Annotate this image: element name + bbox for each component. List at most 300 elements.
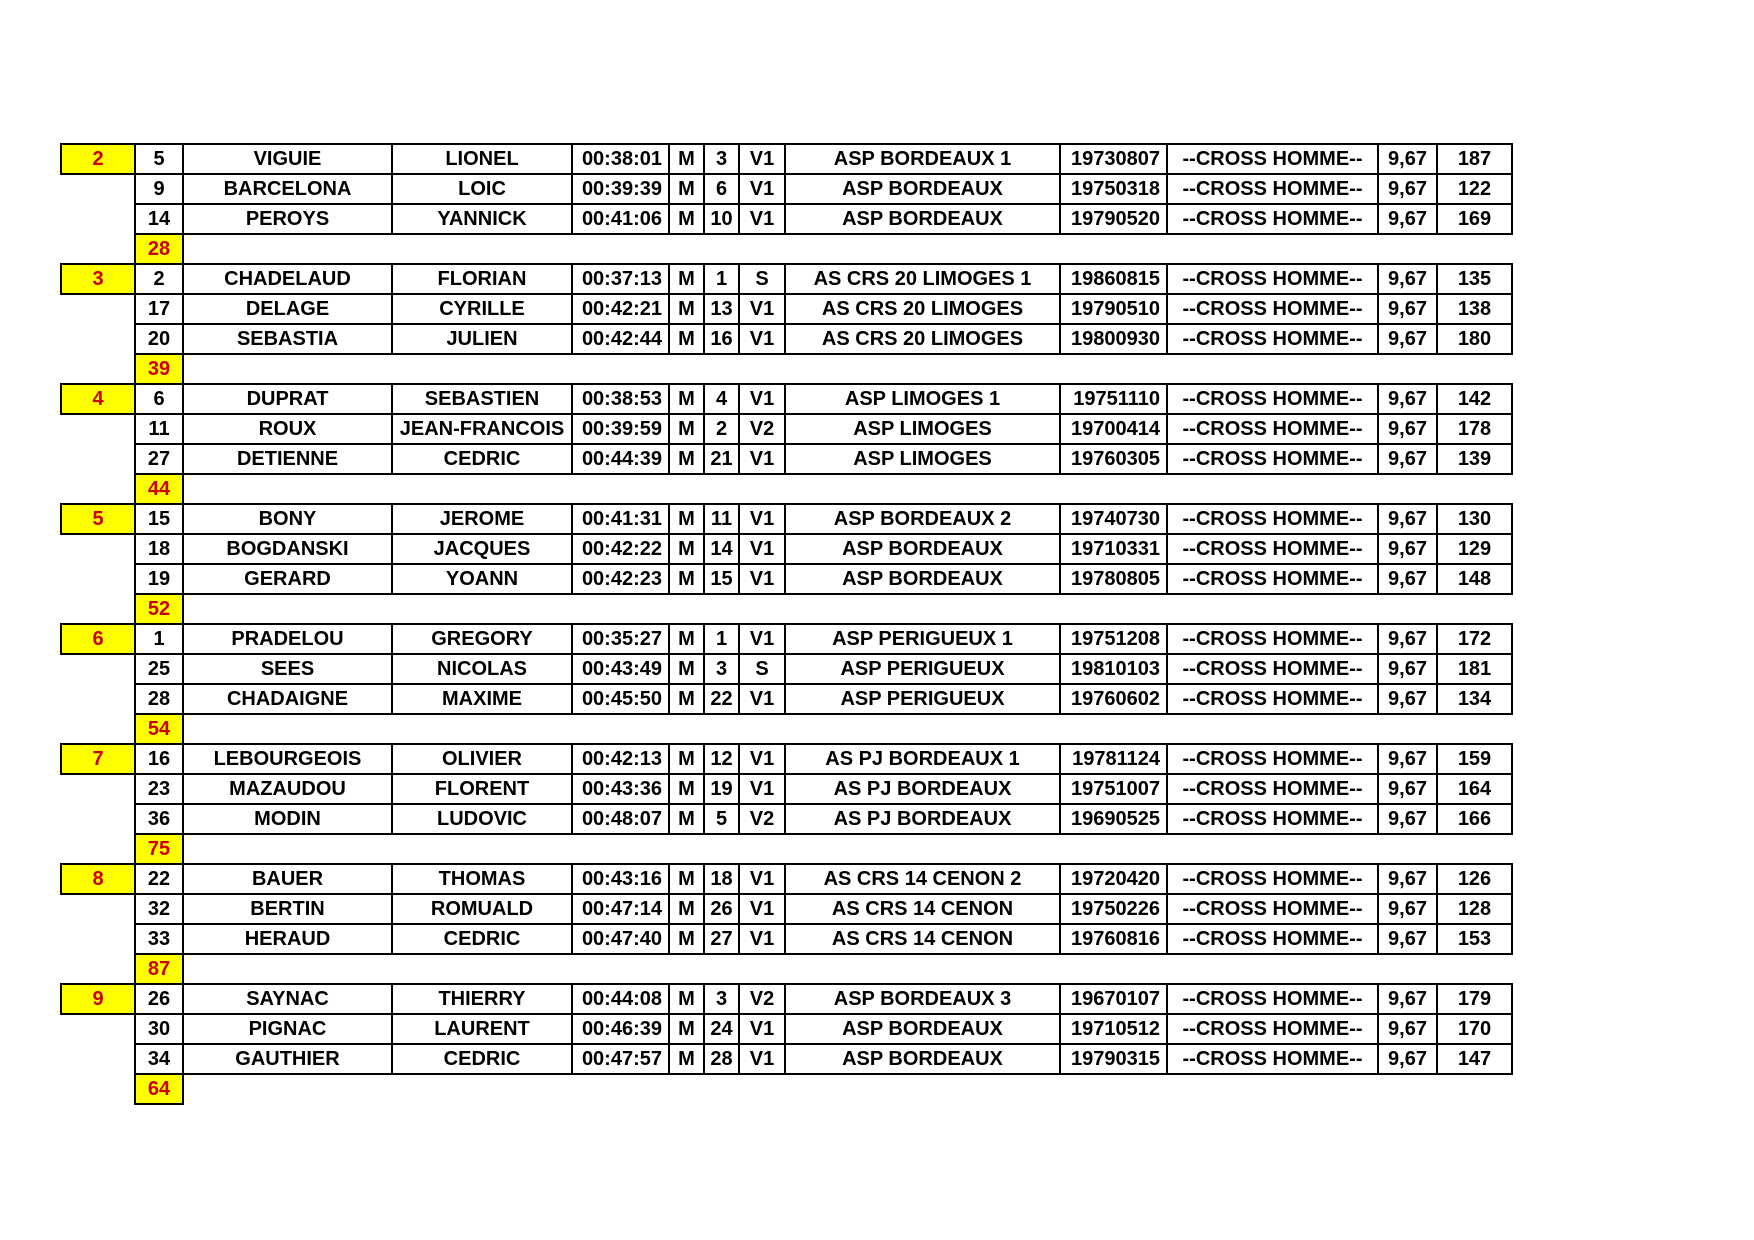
- club-cell: ASP BORDEAUX: [785, 1044, 1060, 1074]
- first-name-cell: JACQUES: [392, 534, 572, 564]
- sex-cell: M: [669, 864, 704, 894]
- distance-cell: 9,67: [1378, 774, 1437, 804]
- first-name-cell: CEDRIC: [392, 1044, 572, 1074]
- time-cell: 00:44:39: [572, 444, 669, 474]
- sex-cell: M: [669, 984, 704, 1014]
- last-name-cell: BARCELONA: [183, 174, 392, 204]
- rank-spacer: [61, 924, 135, 954]
- sex-cell: M: [669, 804, 704, 834]
- birth-date-cell: 19751208: [1060, 624, 1167, 654]
- sex-cell: M: [669, 264, 704, 294]
- club-cell: ASP BORDEAUX: [785, 534, 1060, 564]
- first-name-cell: YOANN: [392, 564, 572, 594]
- category-rank-cell: 12: [704, 744, 739, 774]
- birth-date-cell: 19710331: [1060, 534, 1167, 564]
- total-spacer: [61, 474, 135, 504]
- category-cell: V2: [739, 984, 785, 1014]
- club-cell: ASP LIMOGES 1: [785, 384, 1060, 414]
- sex-cell: M: [669, 624, 704, 654]
- bib-cell: 28: [135, 684, 183, 714]
- club-cell: AS PJ BORDEAUX: [785, 774, 1060, 804]
- race-cell: --CROSS HOMME--: [1167, 894, 1378, 924]
- team-rank: 8: [61, 864, 135, 894]
- distance-cell: 9,67: [1378, 384, 1437, 414]
- number-cell: 126: [1437, 864, 1512, 894]
- time-cell: 00:46:39: [572, 1014, 669, 1044]
- first-name-cell: LIONEL: [392, 144, 572, 174]
- distance-cell: 9,67: [1378, 504, 1437, 534]
- first-name-cell: FLORENT: [392, 774, 572, 804]
- table-row: [61, 864, 1512, 894]
- race-cell: --CROSS HOMME--: [1167, 174, 1378, 204]
- first-name-cell: CEDRIC: [392, 444, 572, 474]
- club-cell: AS CRS 14 CENON: [785, 924, 1060, 954]
- time-cell: 00:41:31: [572, 504, 669, 534]
- first-name-cell: NICOLAS: [392, 654, 572, 684]
- club-cell: AS CRS 20 LIMOGES: [785, 294, 1060, 324]
- last-name-cell: HERAUD: [183, 924, 392, 954]
- time-cell: 00:38:53: [572, 384, 669, 414]
- number-cell: 128: [1437, 894, 1512, 924]
- race-cell: --CROSS HOMME--: [1167, 924, 1378, 954]
- time-cell: 00:44:08: [572, 984, 669, 1014]
- team-rank: 6: [61, 624, 135, 654]
- table-row: [61, 204, 1512, 234]
- distance-cell: 9,67: [1378, 204, 1437, 234]
- first-name-cell: LOIC: [392, 174, 572, 204]
- last-name-cell: BOGDANSKI: [183, 534, 392, 564]
- table-row: [61, 924, 1512, 954]
- rank-spacer: [61, 654, 135, 684]
- team-separator: [183, 474, 1512, 504]
- first-name-cell: JEAN-FRANCOIS: [392, 414, 572, 444]
- category-rank-cell: 1: [704, 264, 739, 294]
- number-cell: 122: [1437, 174, 1512, 204]
- birth-date-cell: 19790510: [1060, 294, 1167, 324]
- number-cell: 187: [1437, 144, 1512, 174]
- club-cell: AS CRS 20 LIMOGES: [785, 324, 1060, 354]
- last-name-cell: CHADAIGNE: [183, 684, 392, 714]
- category-cell: S: [739, 264, 785, 294]
- number-cell: 178: [1437, 414, 1512, 444]
- table-row: [61, 294, 1512, 324]
- category-cell: V1: [739, 1014, 785, 1044]
- race-cell: --CROSS HOMME--: [1167, 144, 1378, 174]
- team-total-row: [61, 354, 1512, 384]
- team-total-points: 64: [135, 1074, 183, 1104]
- bib-cell: 23: [135, 774, 183, 804]
- sex-cell: M: [669, 294, 704, 324]
- distance-cell: 9,67: [1378, 864, 1437, 894]
- time-cell: 00:38:01: [572, 144, 669, 174]
- race-cell: --CROSS HOMME--: [1167, 744, 1378, 774]
- number-cell: 135: [1437, 264, 1512, 294]
- category-rank-cell: 16: [704, 324, 739, 354]
- race-cell: --CROSS HOMME--: [1167, 504, 1378, 534]
- time-cell: 00:43:36: [572, 774, 669, 804]
- category-rank-cell: 2: [704, 414, 739, 444]
- distance-cell: 9,67: [1378, 654, 1437, 684]
- race-cell: --CROSS HOMME--: [1167, 564, 1378, 594]
- first-name-cell: LAURENT: [392, 1014, 572, 1044]
- last-name-cell: DELAGE: [183, 294, 392, 324]
- team-rank: 3: [61, 264, 135, 294]
- rank-spacer: [61, 564, 135, 594]
- category-rank-cell: 13: [704, 294, 739, 324]
- bib-cell: 32: [135, 894, 183, 924]
- team-separator: [183, 1074, 1512, 1104]
- distance-cell: 9,67: [1378, 1044, 1437, 1074]
- race-cell: --CROSS HOMME--: [1167, 384, 1378, 414]
- distance-cell: 9,67: [1378, 624, 1437, 654]
- first-name-cell: CYRILLE: [392, 294, 572, 324]
- team-rank: 5: [61, 504, 135, 534]
- birth-date-cell: 19690525: [1060, 804, 1167, 834]
- club-cell: ASP BORDEAUX: [785, 564, 1060, 594]
- birth-date-cell: 19760816: [1060, 924, 1167, 954]
- birth-date-cell: 19790520: [1060, 204, 1167, 234]
- number-cell: 170: [1437, 1014, 1512, 1044]
- total-spacer: [61, 714, 135, 744]
- category-cell: V1: [739, 444, 785, 474]
- category-rank-cell: 27: [704, 924, 739, 954]
- rank-spacer: [61, 444, 135, 474]
- time-cell: 00:45:50: [572, 684, 669, 714]
- sex-cell: M: [669, 144, 704, 174]
- category-rank-cell: 21: [704, 444, 739, 474]
- table-row: [61, 444, 1512, 474]
- team-total-row: [61, 474, 1512, 504]
- rank-spacer: [61, 174, 135, 204]
- distance-cell: 9,67: [1378, 984, 1437, 1014]
- first-name-cell: CEDRIC: [392, 924, 572, 954]
- table-row: [61, 774, 1512, 804]
- last-name-cell: SEBASTIA: [183, 324, 392, 354]
- team-total-row: [61, 234, 1512, 264]
- category-rank-cell: 24: [704, 1014, 739, 1044]
- sex-cell: M: [669, 654, 704, 684]
- team-total-points: 39: [135, 354, 183, 384]
- sex-cell: M: [669, 384, 704, 414]
- category-cell: V1: [739, 924, 785, 954]
- rank-spacer: [61, 684, 135, 714]
- sex-cell: M: [669, 894, 704, 924]
- team-total-points: 75: [135, 834, 183, 864]
- results-body: [61, 144, 1512, 1104]
- category-rank-cell: 11: [704, 504, 739, 534]
- rank-spacer: [61, 324, 135, 354]
- distance-cell: 9,67: [1378, 804, 1437, 834]
- category-cell: V1: [739, 534, 785, 564]
- race-cell: --CROSS HOMME--: [1167, 654, 1378, 684]
- distance-cell: 9,67: [1378, 294, 1437, 324]
- distance-cell: 9,67: [1378, 894, 1437, 924]
- total-spacer: [61, 354, 135, 384]
- last-name-cell: DETIENNE: [183, 444, 392, 474]
- bib-cell: 11: [135, 414, 183, 444]
- category-rank-cell: 3: [704, 654, 739, 684]
- team-total-row: [61, 954, 1512, 984]
- bib-cell: 18: [135, 534, 183, 564]
- birth-date-cell: 19740730: [1060, 504, 1167, 534]
- sex-cell: M: [669, 414, 704, 444]
- sex-cell: M: [669, 684, 704, 714]
- birth-date-cell: 19751110: [1060, 384, 1167, 414]
- last-name-cell: CHADELAUD: [183, 264, 392, 294]
- number-cell: 147: [1437, 1044, 1512, 1074]
- category-rank-cell: 18: [704, 864, 739, 894]
- club-cell: ASP LIMOGES: [785, 444, 1060, 474]
- rank-spacer: [61, 294, 135, 324]
- table-row: [61, 624, 1512, 654]
- sex-cell: M: [669, 774, 704, 804]
- birth-date-cell: 19760305: [1060, 444, 1167, 474]
- category-rank-cell: 15: [704, 564, 739, 594]
- bib-cell: 15: [135, 504, 183, 534]
- category-rank-cell: 6: [704, 174, 739, 204]
- club-cell: AS CRS 14 CENON 2: [785, 864, 1060, 894]
- team-separator: [183, 594, 1512, 624]
- table-row: [61, 1044, 1512, 1074]
- first-name-cell: YANNICK: [392, 204, 572, 234]
- last-name-cell: GAUTHIER: [183, 1044, 392, 1074]
- bib-cell: 1: [135, 624, 183, 654]
- club-cell: AS CRS 14 CENON: [785, 894, 1060, 924]
- table-row: [61, 144, 1512, 174]
- distance-cell: 9,67: [1378, 414, 1437, 444]
- distance-cell: 9,67: [1378, 264, 1437, 294]
- rank-spacer: [61, 534, 135, 564]
- rank-spacer: [61, 774, 135, 804]
- number-cell: 172: [1437, 624, 1512, 654]
- last-name-cell: BONY: [183, 504, 392, 534]
- sex-cell: M: [669, 204, 704, 234]
- table-row: [61, 1014, 1512, 1044]
- distance-cell: 9,67: [1378, 924, 1437, 954]
- club-cell: ASP PERIGUEUX: [785, 684, 1060, 714]
- time-cell: 00:42:44: [572, 324, 669, 354]
- table-row: [61, 564, 1512, 594]
- rank-spacer: [61, 204, 135, 234]
- race-cell: --CROSS HOMME--: [1167, 1044, 1378, 1074]
- category-cell: V1: [739, 564, 785, 594]
- distance-cell: 9,67: [1378, 324, 1437, 354]
- sex-cell: M: [669, 324, 704, 354]
- time-cell: 00:37:13: [572, 264, 669, 294]
- table-row: [61, 264, 1512, 294]
- club-cell: ASP PERIGUEUX: [785, 654, 1060, 684]
- table-row: [61, 414, 1512, 444]
- distance-cell: 9,67: [1378, 174, 1437, 204]
- time-cell: 00:42:13: [572, 744, 669, 774]
- distance-cell: 9,67: [1378, 534, 1437, 564]
- team-total-points: 54: [135, 714, 183, 744]
- distance-cell: 9,67: [1378, 564, 1437, 594]
- race-cell: --CROSS HOMME--: [1167, 864, 1378, 894]
- number-cell: 181: [1437, 654, 1512, 684]
- distance-cell: 9,67: [1378, 1014, 1437, 1044]
- birth-date-cell: 19751007: [1060, 774, 1167, 804]
- team-separator: [183, 954, 1512, 984]
- category-rank-cell: 19: [704, 774, 739, 804]
- race-cell: --CROSS HOMME--: [1167, 204, 1378, 234]
- last-name-cell: PRADELOU: [183, 624, 392, 654]
- time-cell: 00:48:07: [572, 804, 669, 834]
- category-cell: V1: [739, 204, 785, 234]
- race-cell: --CROSS HOMME--: [1167, 444, 1378, 474]
- category-rank-cell: 10: [704, 204, 739, 234]
- bib-cell: 27: [135, 444, 183, 474]
- time-cell: 00:47:40: [572, 924, 669, 954]
- sex-cell: M: [669, 564, 704, 594]
- bib-cell: 30: [135, 1014, 183, 1044]
- last-name-cell: DUPRAT: [183, 384, 392, 414]
- rank-spacer: [61, 1044, 135, 1074]
- rank-spacer: [61, 414, 135, 444]
- last-name-cell: SEES: [183, 654, 392, 684]
- number-cell: 148: [1437, 564, 1512, 594]
- team-separator: [183, 234, 1512, 264]
- bib-cell: 6: [135, 384, 183, 414]
- category-cell: V1: [739, 384, 785, 414]
- bib-cell: 25: [135, 654, 183, 684]
- number-cell: 159: [1437, 744, 1512, 774]
- total-spacer: [61, 1074, 135, 1104]
- table-row: [61, 684, 1512, 714]
- time-cell: 00:43:49: [572, 654, 669, 684]
- team-total-points: 44: [135, 474, 183, 504]
- distance-cell: 9,67: [1378, 744, 1437, 774]
- category-rank-cell: 4: [704, 384, 739, 414]
- category-rank-cell: 22: [704, 684, 739, 714]
- last-name-cell: SAYNAC: [183, 984, 392, 1014]
- race-cell: --CROSS HOMME--: [1167, 804, 1378, 834]
- time-cell: 00:47:14: [572, 894, 669, 924]
- last-name-cell: ROUX: [183, 414, 392, 444]
- team-separator: [183, 354, 1512, 384]
- first-name-cell: THIERRY: [392, 984, 572, 1014]
- bib-cell: 26: [135, 984, 183, 1014]
- race-cell: --CROSS HOMME--: [1167, 534, 1378, 564]
- rank-spacer: [61, 1014, 135, 1044]
- sex-cell: M: [669, 444, 704, 474]
- team-total-row: [61, 1074, 1512, 1104]
- bib-cell: 36: [135, 804, 183, 834]
- number-cell: 139: [1437, 444, 1512, 474]
- club-cell: AS CRS 20 LIMOGES 1: [785, 264, 1060, 294]
- team-rank: 2: [61, 144, 135, 174]
- bib-cell: 5: [135, 144, 183, 174]
- team-results-table: [60, 143, 1513, 1105]
- rank-spacer: [61, 804, 135, 834]
- category-cell: V1: [739, 294, 785, 324]
- table-row: [61, 654, 1512, 684]
- birth-date-cell: 19810103: [1060, 654, 1167, 684]
- bib-cell: 34: [135, 1044, 183, 1074]
- sex-cell: M: [669, 174, 704, 204]
- team-total-points: 87: [135, 954, 183, 984]
- time-cell: 00:35:27: [572, 624, 669, 654]
- birth-date-cell: 19781124: [1060, 744, 1167, 774]
- club-cell: ASP BORDEAUX 2: [785, 504, 1060, 534]
- table-row: [61, 534, 1512, 564]
- birth-date-cell: 19860815: [1060, 264, 1167, 294]
- club-cell: ASP BORDEAUX 1: [785, 144, 1060, 174]
- number-cell: 169: [1437, 204, 1512, 234]
- category-cell: V2: [739, 804, 785, 834]
- time-cell: 00:42:21: [572, 294, 669, 324]
- last-name-cell: MODIN: [183, 804, 392, 834]
- rank-spacer: [61, 894, 135, 924]
- last-name-cell: MAZAUDOU: [183, 774, 392, 804]
- last-name-cell: VIGUIE: [183, 144, 392, 174]
- category-rank-cell: 1: [704, 624, 739, 654]
- first-name-cell: JEROME: [392, 504, 572, 534]
- club-cell: ASP BORDEAUX: [785, 204, 1060, 234]
- last-name-cell: BAUER: [183, 864, 392, 894]
- first-name-cell: GREGORY: [392, 624, 572, 654]
- table-row: [61, 804, 1512, 834]
- race-cell: --CROSS HOMME--: [1167, 624, 1378, 654]
- number-cell: 130: [1437, 504, 1512, 534]
- birth-date-cell: 19670107: [1060, 984, 1167, 1014]
- birth-date-cell: 19800930: [1060, 324, 1167, 354]
- bib-cell: 22: [135, 864, 183, 894]
- race-cell: --CROSS HOMME--: [1167, 324, 1378, 354]
- category-rank-cell: 14: [704, 534, 739, 564]
- team-rank: 7: [61, 744, 135, 774]
- club-cell: ASP LIMOGES: [785, 414, 1060, 444]
- category-rank-cell: 5: [704, 804, 739, 834]
- sex-cell: M: [669, 1044, 704, 1074]
- bib-cell: 19: [135, 564, 183, 594]
- category-cell: V1: [739, 144, 785, 174]
- sex-cell: M: [669, 1014, 704, 1044]
- first-name-cell: MAXIME: [392, 684, 572, 714]
- race-cell: --CROSS HOMME--: [1167, 294, 1378, 324]
- category-rank-cell: 3: [704, 984, 739, 1014]
- race-cell: --CROSS HOMME--: [1167, 774, 1378, 804]
- race-cell: --CROSS HOMME--: [1167, 414, 1378, 444]
- category-cell: V1: [739, 174, 785, 204]
- category-cell: V1: [739, 504, 785, 534]
- category-cell: S: [739, 654, 785, 684]
- number-cell: 164: [1437, 774, 1512, 804]
- birth-date-cell: 19750226: [1060, 894, 1167, 924]
- first-name-cell: ROMUALD: [392, 894, 572, 924]
- team-total-row: [61, 834, 1512, 864]
- team-rank: 4: [61, 384, 135, 414]
- category-cell: V2: [739, 414, 785, 444]
- sex-cell: M: [669, 534, 704, 564]
- first-name-cell: SEBASTIEN: [392, 384, 572, 414]
- first-name-cell: JULIEN: [392, 324, 572, 354]
- number-cell: 166: [1437, 804, 1512, 834]
- category-cell: V1: [739, 864, 785, 894]
- club-cell: ASP BORDEAUX: [785, 1014, 1060, 1044]
- birth-date-cell: 19790315: [1060, 1044, 1167, 1074]
- number-cell: 153: [1437, 924, 1512, 954]
- birth-date-cell: 19730807: [1060, 144, 1167, 174]
- category-cell: V1: [739, 684, 785, 714]
- category-cell: V1: [739, 744, 785, 774]
- birth-date-cell: 19750318: [1060, 174, 1167, 204]
- table-row: [61, 324, 1512, 354]
- bib-cell: 2: [135, 264, 183, 294]
- club-cell: AS PJ BORDEAUX 1: [785, 744, 1060, 774]
- birth-date-cell: 19720420: [1060, 864, 1167, 894]
- time-cell: 00:47:57: [572, 1044, 669, 1074]
